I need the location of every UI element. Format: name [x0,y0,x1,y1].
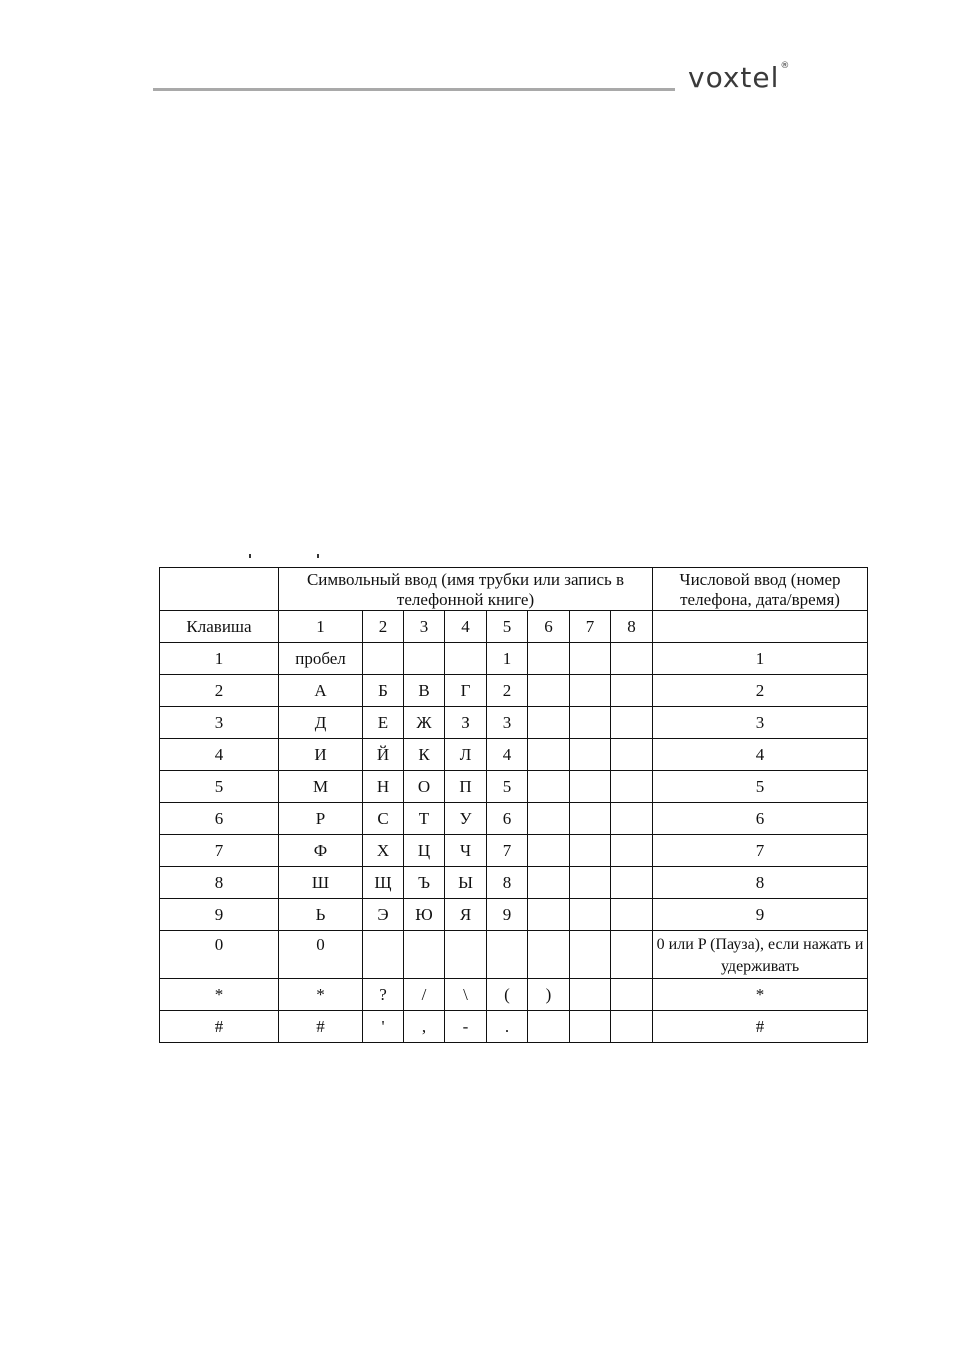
char-cell [445,643,487,675]
char-cell: О [404,771,445,803]
char-cell: 1 [487,643,528,675]
numeric-cell: 1 [653,643,868,675]
key-cell: 0 [160,931,279,979]
numeric-cell: # [653,1011,868,1043]
char-cell: Д [279,707,363,739]
numeric-cell: 9 [653,899,868,931]
header-col-7: 7 [570,611,611,643]
char-cell [611,899,653,931]
key-mapping-table [159,567,868,1043]
char-cell [445,931,487,979]
registered-mark: ® [780,61,791,71]
char-cell [611,867,653,899]
char-cell: Б [363,675,404,707]
char-cell [528,867,570,899]
numeric-cell: * [653,979,868,1011]
char-cell: Ъ [404,867,445,899]
char-cell: пробел [279,643,363,675]
char-cell [570,707,611,739]
char-cell [528,899,570,931]
char-cell: Ж [404,707,445,739]
key-cell: # [160,1011,279,1043]
char-cell [528,835,570,867]
char-cell: ) [528,979,570,1011]
char-cell: ? [363,979,404,1011]
header-col-8: 8 [611,611,653,643]
char-cell: 8 [487,867,528,899]
char-cell: Х [363,835,404,867]
table-row [160,1011,868,1043]
char-cell [611,707,653,739]
char-cell: И [279,739,363,771]
table-row [160,803,868,835]
char-cell [570,835,611,867]
char-cell: П [445,771,487,803]
header-key-label: Клавиша [160,611,279,643]
table-row [160,707,868,739]
key-cell: 3 [160,707,279,739]
header-col-2: 2 [363,611,404,643]
table-row [160,899,868,931]
char-cell: З [445,707,487,739]
char-cell [363,931,404,979]
key-cell: 5 [160,771,279,803]
char-cell [528,931,570,979]
cropped-caption [247,548,337,562]
header-row-columns [160,611,868,643]
char-cell: Ш [279,867,363,899]
char-cell: 4 [487,739,528,771]
char-cell: Т [404,803,445,835]
char-cell [570,643,611,675]
table-row [160,867,868,899]
header-col-6: 6 [528,611,570,643]
header-symbol-input: Символьный ввод (имя трубки или запись в телефонной книге) [279,568,653,611]
key-cell: 7 [160,835,279,867]
numeric-cell: 2 [653,675,868,707]
char-cell [570,1011,611,1043]
char-cell: Э [363,899,404,931]
char-cell: 2 [487,675,528,707]
char-cell [611,803,653,835]
numeric-cell: 3 [653,707,868,739]
char-cell [528,771,570,803]
char-cell: Й [363,739,404,771]
char-cell: - [445,1011,487,1043]
header-key-blank [160,568,279,611]
char-cell: \ [445,979,487,1011]
char-cell: Ы [445,867,487,899]
char-cell: Г [445,675,487,707]
key-cell: 4 [160,739,279,771]
char-cell: ( [487,979,528,1011]
key-cell: 8 [160,867,279,899]
char-cell [528,675,570,707]
char-cell: В [404,675,445,707]
char-cell [611,931,653,979]
char-cell [611,1011,653,1043]
table-row [160,979,868,1011]
char-cell [570,675,611,707]
char-cell: С [363,803,404,835]
key-cell: 1 [160,643,279,675]
numeric-cell: 7 [653,835,868,867]
table-row [160,675,868,707]
char-cell: Л [445,739,487,771]
char-cell: Ц [404,835,445,867]
char-cell [528,643,570,675]
header-col-1: 1 [279,611,363,643]
char-cell [570,979,611,1011]
table-row [160,643,868,675]
table-row [160,835,868,867]
char-cell: Ь [279,899,363,931]
numeric-cell: 5 [653,771,868,803]
table-row [160,771,868,803]
header-rule [153,88,675,91]
numeric-cell: 8 [653,867,868,899]
header-numeric-blank [653,611,868,643]
char-cell [363,643,404,675]
char-cell [570,867,611,899]
char-cell: 7 [487,835,528,867]
char-cell: Е [363,707,404,739]
char-cell: Я [445,899,487,931]
table-row [160,739,868,771]
char-cell [404,931,445,979]
header-numeric-input: Числовой ввод (номер телефона, дата/время) [653,568,868,611]
char-cell [528,1011,570,1043]
char-cell [528,739,570,771]
key-cell: 9 [160,899,279,931]
char-cell: . [487,1011,528,1043]
char-cell [487,931,528,979]
char-cell [528,707,570,739]
table-row [160,931,868,979]
char-cell [611,675,653,707]
char-cell: 3 [487,707,528,739]
char-cell: К [404,739,445,771]
char-cell [611,643,653,675]
char-cell [404,643,445,675]
header-col-4: 4 [445,611,487,643]
char-cell: Ч [445,835,487,867]
caption-glyph-fragment [249,554,251,558]
char-cell: Ю [404,899,445,931]
char-cell: 5 [487,771,528,803]
char-cell [611,979,653,1011]
char-cell [528,803,570,835]
char-cell [570,771,611,803]
char-cell [570,931,611,979]
char-cell: 0 [279,931,363,979]
char-cell: , [404,1011,445,1043]
char-cell [611,771,653,803]
char-cell: Щ [363,867,404,899]
char-cell: 6 [487,803,528,835]
char-cell [570,739,611,771]
char-cell: 9 [487,899,528,931]
char-cell: Р [279,803,363,835]
char-cell [611,739,653,771]
caption-glyph-fragment [317,554,319,558]
numeric-cell: 6 [653,803,868,835]
char-cell: Н [363,771,404,803]
key-cell: 2 [160,675,279,707]
char-cell: ' [363,1011,404,1043]
char-cell: Ф [279,835,363,867]
numeric-cell: 0 или P (Пауза), если нажать и удерживать [653,931,868,979]
char-cell [570,803,611,835]
char-cell: М [279,771,363,803]
logo-text: voxtel [688,61,780,94]
header-col-3: 3 [404,611,445,643]
key-cell: 6 [160,803,279,835]
char-cell: У [445,803,487,835]
key-cell: * [160,979,279,1011]
char-cell: * [279,979,363,1011]
voxtel-logo [688,61,791,94]
header-row-groups [160,568,868,611]
char-cell [611,835,653,867]
char-cell: / [404,979,445,1011]
char-cell [570,899,611,931]
char-cell: А [279,675,363,707]
char-cell: # [279,1011,363,1043]
header-col-5: 5 [487,611,528,643]
numeric-cell: 4 [653,739,868,771]
